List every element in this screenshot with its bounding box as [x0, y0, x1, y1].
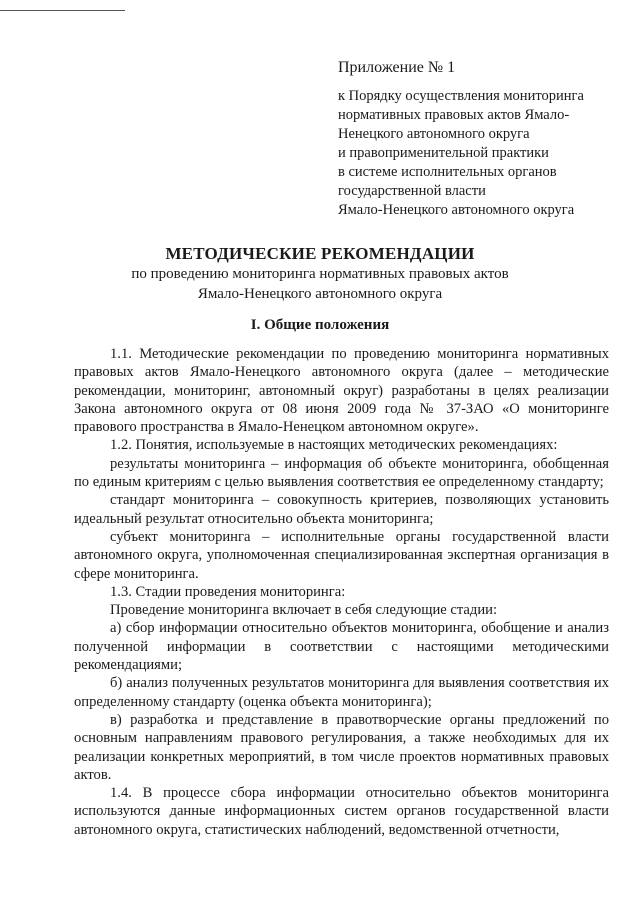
paragraph: 1.3. Стадии проведения мониторинга:	[110, 583, 346, 600]
document-title: МЕТОДИЧЕСКИЕ РЕКОМЕНДАЦИИ	[165, 244, 475, 263]
document-subtitle: Ямало-Ненецкого автономного округа	[197, 286, 443, 302]
section-heading: I. Общие положения	[250, 317, 390, 333]
appendix-line: и правоприменительной практики	[338, 145, 549, 161]
paragraph: 1.2. Понятия, используемые в настоящих методических рекомендациях:	[110, 437, 558, 454]
appendix-block	[338, 58, 628, 220]
paragraph: б) анализ полученных результатов мониторинга для выявления соответствия их определенному стандарту (оценка объекта мониторинга);	[74, 675, 609, 710]
appendix-line: Ненецкого автономного округа	[338, 126, 530, 142]
appendix-line: в системе исполнительных органов	[338, 164, 557, 180]
paragraph: в) разработка и представление в правотворческие органы предложений по основным направлениям правового регулирования, а также необходимых для их реализации конкретных мероприятий, в том числе проектов нормативных правовых актов.	[74, 711, 609, 783]
paragraph: 1.1. Методические рекомендации по проведению мониторинга нормативных правовых актов Ямало-Ненецкого автономного округа (далее – методические рекомендации, мониторинг, автономный округ) разработаны в целях реализации Закона автономного округа от 08 июня 2009 года № 37-ЗАО «О мониторинге правового пространства в Ямало-Ненецком автономном округе».	[74, 346, 609, 436]
appendix-line: к Порядку осуществления мониторинга	[338, 88, 584, 104]
document-title-block	[40, 244, 600, 304]
appendix-line: Ямало-Ненецкого автономного округа	[338, 202, 575, 218]
appendix-title: Приложение № 1	[338, 59, 456, 76]
paragraph: 1.4. В процессе сбора информации относительно объектов мониторинга используются данные информационных систем органов государственной власти автономного округа, статистических наблюдений, ведомственной отчетности,	[74, 785, 609, 838]
paragraph: Проведение мониторинга включает в себя следующие стадии:	[110, 602, 498, 619]
header-rule	[0, 10, 125, 11]
paragraph: субъект мониторинга – исполнительные органы государственной власти автономного округа, уполномоченная специализированная экспертная организация в сфере мониторинга.	[74, 528, 609, 582]
appendix-line: нормативных правовых актов Ямало-	[338, 107, 570, 123]
document-body	[74, 345, 609, 839]
document-subtitle: по проведению мониторинга нормативных правовых актов	[131, 266, 509, 282]
paragraph: стандарт мониторинга – совокупность критериев, позволяющих установить идеальный результат относительно объекта мониторинга;	[74, 492, 609, 527]
paragraph: а) сбор информации относительно объектов мониторинга, обобщение и анализ полученной информации в соответствии с настоящими методическими рекомендациями;	[74, 620, 609, 674]
appendix-line: государственной власти	[338, 183, 486, 199]
paragraph: результаты мониторинга – информация об объекте мониторинга, обобщенная по единым критериям с целью выявления соответствия ее определенному стандарту;	[74, 455, 609, 491]
